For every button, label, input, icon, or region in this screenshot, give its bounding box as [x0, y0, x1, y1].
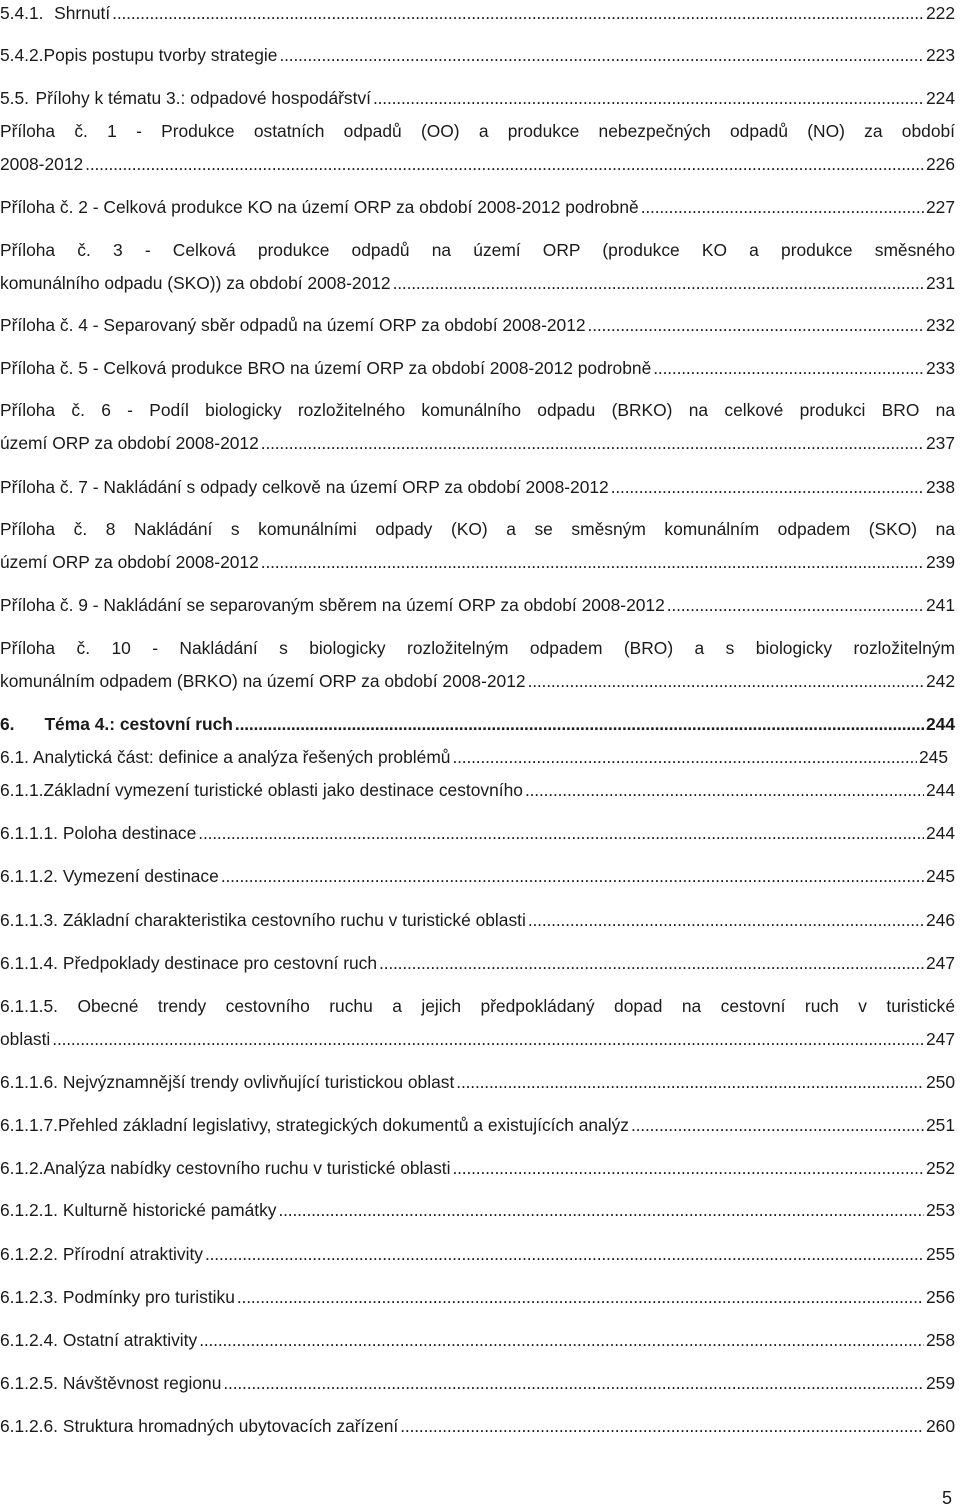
toc-entry-page: 231 — [925, 273, 955, 293]
dot-leader — [235, 708, 924, 741]
toc-entry-title: 6.1.2.2. Přírodní atraktivity — [0, 1244, 203, 1264]
toc-entry-page: 253 — [925, 1200, 955, 1220]
dot-leader — [52, 1023, 924, 1056]
toc-entry-title: Analýza nabídky cestovního ruchu v turistické oblasti — [43, 1158, 451, 1178]
dot-leader — [653, 352, 924, 385]
toc-entry-title: Shrnutí — [54, 3, 111, 23]
toc-entry-page: 233 — [925, 358, 955, 378]
toc-entry[interactable] — [0, 904, 955, 937]
dot-leader — [379, 947, 924, 980]
dot-leader — [393, 267, 924, 300]
toc-entry-page: 252 — [925, 1158, 955, 1178]
toc-entry[interactable] — [0, 1410, 955, 1443]
toc-entry-title: Příloha č. 4 - Separovaný sběr odpadů na území ORP za období 2008-2012 — [0, 315, 586, 335]
toc-entry[interactable] — [0, 1194, 955, 1227]
toc-entry-page: 255 — [925, 1244, 955, 1264]
toc-entry[interactable] — [0, 774, 955, 807]
dot-leader — [261, 546, 924, 579]
toc-entry-page: 237 — [925, 433, 955, 453]
toc-entry[interactable] — [0, 1109, 955, 1142]
dot-leader — [631, 1109, 924, 1142]
toc-entry[interactable] — [0, 1367, 955, 1400]
toc-entry-title: 6.1.1.1. Poloha destinace — [0, 823, 197, 843]
toc-entry-page: 244 — [925, 714, 955, 734]
toc-entry-title: 6.1.1.2. Vymezení destinace — [0, 866, 219, 886]
toc-entry-title: 6.1.1.7.Přehled základní legislativy, strategických dokumentů a existujících analýz — [0, 1115, 629, 1135]
toc-entry[interactable] — [0, 309, 955, 342]
toc-entry-page: 241 — [925, 595, 955, 615]
toc-entry-page: 239 — [925, 552, 955, 572]
toc-entry-page: 256 — [925, 1287, 955, 1307]
dot-leader — [400, 1410, 924, 1443]
dot-leader — [237, 1281, 924, 1314]
toc-entry-title-continued: komunálním odpadem (BRKO) na území ORP za období 2008-2012 — [0, 671, 526, 691]
toc-entry-number: 6. — [0, 714, 15, 734]
toc-entry-page: 245 — [925, 866, 955, 886]
toc-entry-page: 244 — [925, 780, 955, 800]
toc-entry[interactable] — [0, 82, 955, 115]
toc-entry-title: Popis postupu tvorby strategie — [43, 45, 278, 65]
dot-leader — [261, 427, 924, 460]
toc-entry-page: 258 — [925, 1330, 955, 1350]
dot-leader — [221, 860, 924, 893]
toc-entry-page: 242 — [925, 671, 955, 691]
toc-entry[interactable] — [0, 741, 948, 774]
dot-leader — [85, 148, 924, 181]
toc-entry-page: 251 — [925, 1115, 955, 1135]
toc-entry-title: Téma 4.: cestovní ruch — [44, 714, 233, 734]
toc-entry[interactable] — [0, 817, 955, 850]
toc-entry-title: Příloha č. 8 Nakládání s komunálními odpady (KO) a se směsným komunálním odpadem (SKO) na — [0, 519, 955, 539]
toc-entry-title-continued: oblasti — [0, 1029, 51, 1049]
toc-entry[interactable] — [0, 39, 955, 72]
toc-entry-title: Příloha č. 6 - Podíl biologicky rozložitelného komunálního odpadu (BRKO) na celkové produkci BRO na — [0, 400, 955, 420]
toc-entry[interactable] — [0, 513, 955, 579]
toc-entry-page: 238 — [925, 477, 955, 497]
toc-entry-title: Příloha č. 9 - Nakládání se separovaným sběrem na území ORP za období 2008-2012 — [0, 595, 665, 615]
toc-entry[interactable] — [0, 0, 955, 30]
toc-entry-title: 6.1. Analytická část: definice a analýza řešených problémů — [0, 747, 451, 767]
toc-entry-page: 222 — [925, 3, 955, 23]
toc-entry[interactable] — [0, 1324, 955, 1357]
toc-entry[interactable] — [0, 1066, 955, 1099]
toc-entry[interactable] — [0, 191, 955, 224]
toc-entry-page: 247 — [925, 953, 955, 973]
toc-entry-page: 232 — [925, 315, 955, 335]
toc-entry[interactable] — [0, 394, 955, 460]
toc-entry[interactable] — [0, 1281, 955, 1314]
toc-entry[interactable] — [0, 471, 955, 504]
toc-entry-title: Základní vymezení turistické oblasti jako destinace cestovního — [43, 780, 523, 800]
toc-entry-title-continued: 2008-2012 — [0, 154, 84, 174]
toc-entry-title-continued: komunálního odpadu (SKO)) za období 2008-2012 — [0, 273, 391, 293]
toc-entry-title: 6.1.2.5. Návštěvnost regionu — [0, 1373, 222, 1393]
page-number: 5 — [941, 1488, 952, 1508]
toc-entry-title: Příloha č. 3 - Celková produkce odpadů na území ORP (produkce KO a produkce směsného — [0, 240, 955, 260]
toc-entry-page: 250 — [925, 1072, 955, 1092]
dot-leader — [199, 1324, 924, 1357]
toc-entry-title: 6.1.2.3. Podmínky pro turistiku — [0, 1287, 235, 1307]
dot-leader — [456, 1066, 924, 1099]
toc-entry-page: 226 — [925, 154, 955, 174]
toc-entry-title: Příloha č. 5 - Celková produkce BRO na území ORP za období 2008-2012 podrobně — [0, 358, 652, 378]
toc-entry-page: 259 — [925, 1373, 955, 1393]
dot-leader — [278, 1194, 924, 1227]
toc-entry-page: 224 — [925, 88, 955, 108]
toc-entry-title: 6.1.2.6. Struktura hromadných ubytovacích zařízení — [0, 1416, 399, 1436]
toc-entry-title-continued: území ORP za období 2008-2012 — [0, 552, 259, 572]
toc-entry-title: 6.1.2.4. Ostatní atraktivity — [0, 1330, 198, 1350]
toc-entry[interactable] — [0, 589, 955, 622]
dot-leader — [223, 1367, 924, 1400]
toc-entry[interactable] — [0, 1238, 955, 1271]
toc-entry-title: 6.1.1.3. Základní charakteristika cestovního ruchu v turistické oblasti — [0, 910, 526, 930]
toc-entry[interactable] — [0, 115, 955, 181]
toc-entry-number: 6.1.1. — [0, 780, 44, 800]
toc-entry[interactable] — [0, 352, 955, 385]
dot-leader — [452, 1152, 924, 1185]
toc-entry-chapter[interactable] — [0, 708, 955, 741]
toc-entry-page: 247 — [925, 1029, 955, 1049]
toc-entry[interactable] — [0, 990, 955, 1056]
dot-leader — [588, 309, 924, 342]
toc-entry[interactable] — [0, 234, 955, 300]
toc-entry[interactable] — [0, 1152, 955, 1185]
toc-entry-title: Příloha č. 1 - Produkce ostatních odpadů (OO) a produkce nebezpečných odpadů (NO) za období — [0, 121, 955, 141]
toc-entry-page: 227 — [925, 197, 955, 217]
toc-entry-page: 244 — [925, 823, 955, 843]
dot-leader — [667, 589, 924, 622]
toc-entry-number: 6.1.2. — [0, 1158, 44, 1178]
dot-leader — [611, 471, 924, 504]
toc-entry-title: Příloha č. 2 - Celková produkce KO na území ORP za období 2008-2012 podrobně — [0, 197, 639, 217]
toc-entry[interactable] — [0, 632, 955, 698]
toc-entry[interactable] — [0, 860, 955, 893]
dot-leader — [641, 191, 924, 224]
toc-entry-title: 6.1.1.4. Předpoklady destinace pro cestovní ruch — [0, 953, 378, 973]
toc-entry-page: 245 — [918, 747, 948, 767]
dot-leader — [452, 741, 917, 774]
dot-leader — [525, 774, 924, 807]
toc-entry-number: 5.4.1. — [0, 3, 44, 23]
toc-entry-number: 5.4.2. — [0, 45, 44, 65]
dot-leader — [112, 0, 924, 30]
dot-leader — [528, 904, 924, 937]
toc-entry-title-continued: území ORP za období 2008-2012 — [0, 433, 259, 453]
toc-entry-title: 6.1.1.6. Nejvýznamnější trendy ovlivňující turistickou oblast — [0, 1072, 455, 1092]
toc-entry-title: Přílohy k tématu 3.: odpadové hospodářství — [35, 88, 371, 108]
toc-entry-page: 223 — [925, 45, 955, 65]
toc-entry[interactable] — [0, 947, 955, 980]
dot-leader — [373, 82, 924, 115]
toc-entry-number: 5.5. — [0, 88, 30, 108]
dot-leader — [279, 39, 924, 72]
toc-entry-title: Příloha č. 7 - Nakládání s odpady celkově na území ORP za období 2008-2012 — [0, 477, 609, 497]
toc-entry-page: 246 — [925, 910, 955, 930]
toc-entry-title: Příloha č. 10 - Nakládání s biologicky rozložitelným odpadem (BRO) a s biologicky rozložitelným — [0, 638, 955, 658]
toc-entry-page: 260 — [925, 1416, 955, 1436]
dot-leader — [528, 665, 924, 698]
dot-leader — [198, 817, 924, 850]
dot-leader — [205, 1238, 924, 1271]
toc-entry-title: 6.1.1.5. Obecné trendy cestovního ruchu a jejich předpokládaný dopad na cestovní ruch v turistické — [0, 996, 955, 1016]
toc-entry-title: 6.1.2.1. Kulturně historické památky — [0, 1200, 277, 1220]
